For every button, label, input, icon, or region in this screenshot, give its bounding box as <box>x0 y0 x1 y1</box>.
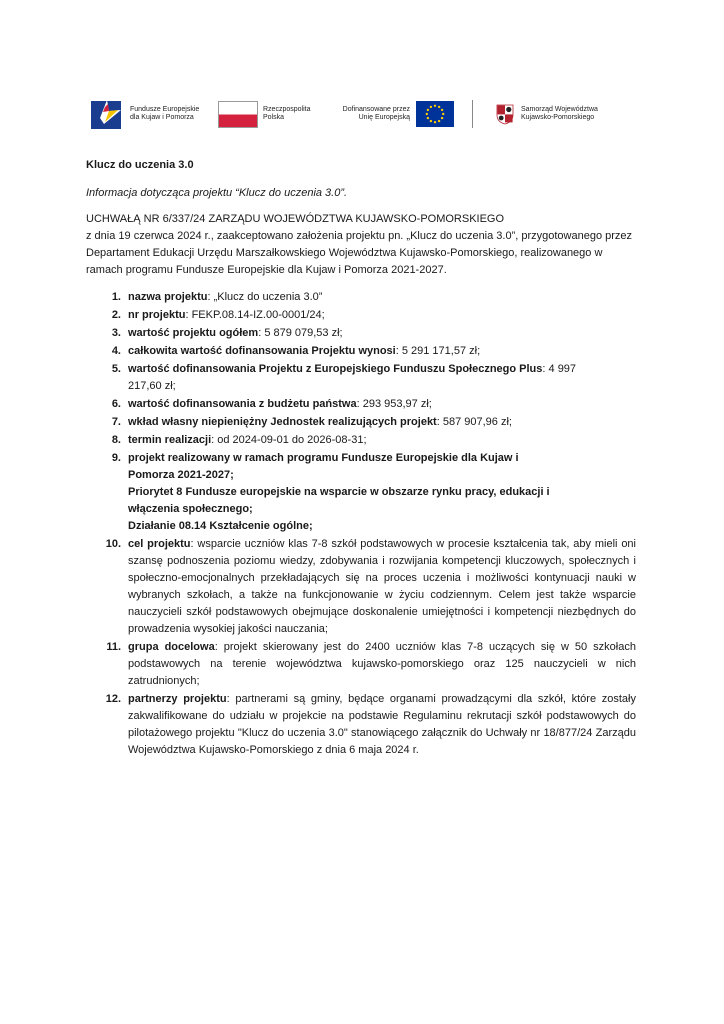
list-item: 6. wartość dofinansowania z budżetu państwa: 293 953,97 zł; <box>111 398 432 410</box>
eu-star-icon <box>430 120 432 122</box>
eu-star-icon <box>434 105 436 107</box>
logo-fundusze-europejskie <box>90 98 218 130</box>
list-item: 9. projekt realizowany w ramach programu Fundusze Europejskie dla Kujaw i Pomorza 2021-2027; Priorytet 8 Fundusze europejskie na wsparcie w obszarze rynku pracy, edukacji i włączenia społecznego; Działanie 08.14 Kształcenie ogólne; <box>111 452 550 532</box>
document-subtitle: Informacja dotycząca projektu “Klucz do uczenia 3.0”. <box>86 187 348 199</box>
logo-samorzad-kujawsko-pomorski <box>495 103 598 125</box>
action-name: Działanie 08.14 Kształcenie ogólne; <box>128 520 313 532</box>
logo-kp-text: Samorząd Województwa Kujawsko-Pomorskiego <box>521 106 598 121</box>
document-body <box>86 157 636 760</box>
logo-unia-europejska <box>326 101 466 127</box>
logo-ue-text: Dofinansowane przez Unię Europejską <box>342 106 410 121</box>
coat-of-arms-icon <box>495 103 515 125</box>
list-item: 5. wartość dofinansowania Projektu z Europejskiego Funduszu Społecznego Plus: 4 997 217,60 zł; <box>111 363 577 392</box>
logo-fe-text: Fundusze Europejskie dla Kujaw i Pomorza <box>130 106 200 121</box>
logo-divider <box>472 100 473 128</box>
list-item: 4. całkowita wartość dofinansowania Projektu wynosi: 5 291 171,57 zł; <box>111 345 481 357</box>
eu-star-icon <box>441 109 443 111</box>
list-item: 10. cel projektu: wsparcie uczniów klas 7-8 szkół podstawowych w procesie kształcenia tak, aby mieli oni szansę podnoszenia poziomu wiedzy, zdobywania i rozwijania kompetencji kluczowych, społecznych i społeczno-emocjonalnych przekładających się na proces uczenia i możliwości kontynuacji nauki w wybranych szkołach, a także na funkcjonowanie w życiu codziennym. Celem jest także wsparcie nauczycieli szkół podstawowych obejmujące doskonalenie umiejętności i kompetencji niezbędnych do prowadzenia wysokiej jakości nauczania; <box>105 538 636 635</box>
polish-flag-icon <box>218 101 258 128</box>
document-title: Klucz do uczenia 3.0 <box>86 159 194 171</box>
eu-star-icon <box>430 106 432 108</box>
logo-bar <box>90 96 630 132</box>
eu-star-icon <box>441 117 443 119</box>
list-item: 12. partnerzy projektu: partnerami są gminy, będące organami prowadzącymi dla szkół, które zostały zakwalifikowane do udziału w projekcie na podstawie Regulaminu rekrutacji szkół podstawowych do pilotażowego projektu "Klucz do uczenia 3.0" stanowiącego załącznik do Uchwały nr 18/877/24 Zarządu Województwa Kujawsko-Pomorskiego z dnia 6 maja 2024 r. <box>105 693 636 756</box>
eu-star-icon <box>438 120 440 122</box>
list-item: 11. grupa docelowa: projekt skierowany jest do 2400 uczniów klas 7-8 uczących się w 50 szkołach podstawowych na terenie województwa kujawsko-pomorskiego oraz 125 nauczycieli w nich zatrudnionych; <box>106 641 636 687</box>
intro-text: z dnia 19 czerwca 2024 r., zaakceptowano założenia projektu pn. „Klucz do uczenia 3.0”, przygotowanego przez Departament Edukacji Urzędu Marszałkowskiego Województwa Kujawsko-Pomorskiego, realizowanego w ramach programu Fundusze Europejskie dla Kujaw i Pomorza 2021-2027. <box>86 230 633 276</box>
list-item: 8. termin realizacji: od 2024-09-01 do 2026-08-31; <box>111 434 367 446</box>
eu-star-icon <box>427 117 429 119</box>
eu-star-icon <box>427 109 429 111</box>
list-item: 7. wkład własny niepieniężny Jednostek realizujących projekt: 587 907,96 zł; <box>111 416 512 428</box>
logo-rzeczpospolita-polska <box>218 101 326 128</box>
eu-star-icon <box>426 113 428 115</box>
logo-rp-text: Rzeczpospolita Polska <box>263 106 311 121</box>
list-item: 1. nazwa projektu: „Klucz do uczenia 3.0” <box>111 291 323 303</box>
list-item: 2. nr projektu: FEKP.08.14-IZ.00-0001/24; <box>111 309 325 321</box>
program-name: projekt realizowany w ramach programu Fundusze Europejskie dla Kujaw i Pomorza 2021-2027; <box>128 452 519 481</box>
eu-star-icon <box>438 106 440 108</box>
eu-star-icon <box>434 121 436 123</box>
project-details-list <box>86 289 636 759</box>
eu-star-icon <box>442 113 444 115</box>
fe-star-icon <box>90 98 126 130</box>
eu-flag-icon <box>416 101 454 127</box>
intro-resolution: UCHWAŁĄ NR 6/337/24 ZARZĄDU WOJEWÓDZTWA KUJAWSKO-POMORSKIEGO <box>86 213 505 225</box>
intro-paragraph <box>86 211 636 279</box>
priority-name: Priorytet 8 Fundusze europejskie na wsparcie w obszarze rynku pracy, edukacji i włączenia społecznego; <box>128 486 550 515</box>
list-item: 3. wartość projektu ogółem: 5 879 079,53 zł; <box>111 327 343 339</box>
